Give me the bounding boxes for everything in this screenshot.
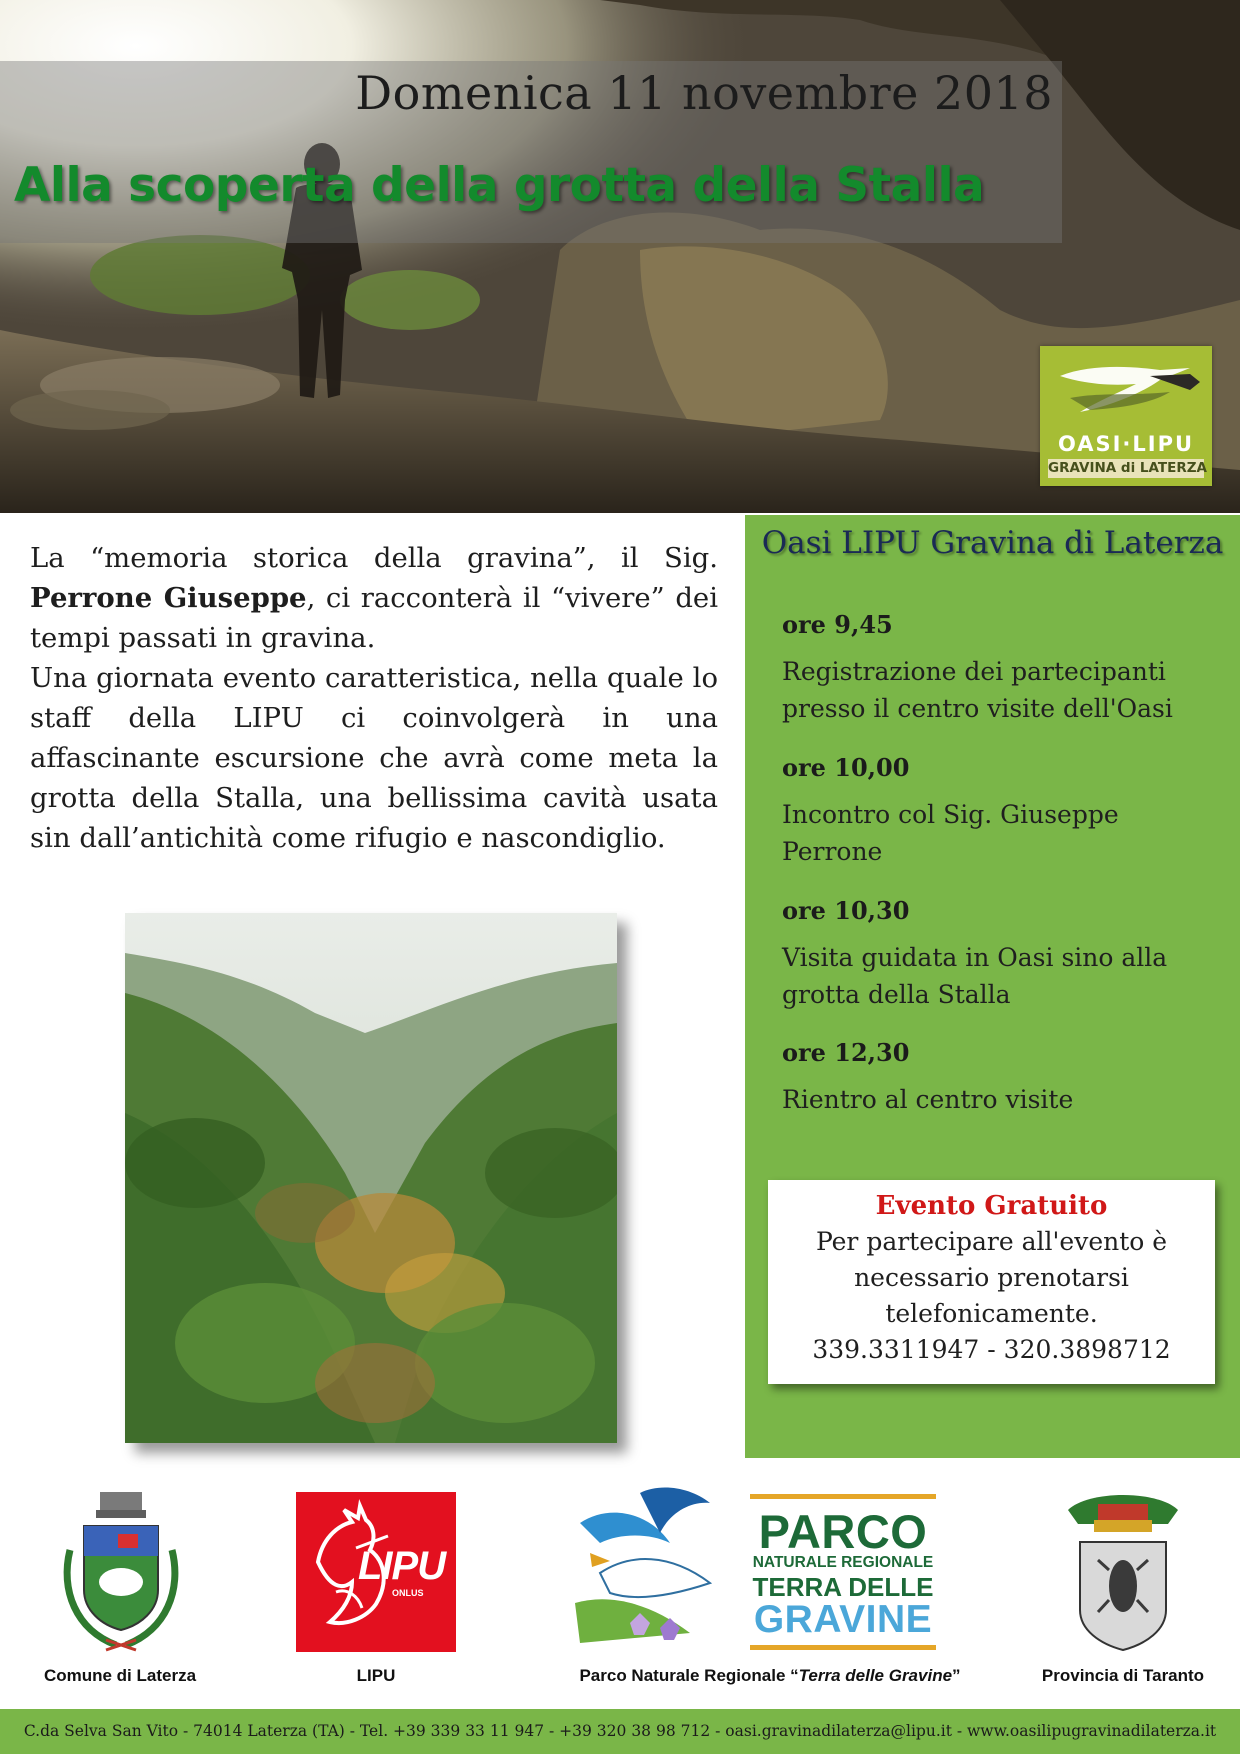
parco-logo: [748, 1494, 938, 1650]
parco-top-bar: [750, 1494, 936, 1499]
intro-paragraph-1: [30, 538, 718, 658]
schedule-desc-4: Rientro al centro visite: [782, 1085, 1074, 1114]
intro-p1-end: , ci racconterà il “vivere” dei tempi passati in gravina.: [30, 582, 718, 654]
phone-numbers: 339.3311947 - 320.3898712: [812, 1335, 1171, 1364]
parco-caption-italic: Terra delle Gravine: [798, 1666, 953, 1685]
oasi-lipu-logo: [1040, 346, 1212, 486]
provincia-taranto-crest-icon: [1058, 1490, 1188, 1655]
lipu-onlus: ONLUS: [392, 1588, 424, 1598]
parco-subtitle-1: NATURALE REGIONALE: [752, 1554, 934, 1571]
oasi-logo-title: OASI·LIPU: [1057, 432, 1195, 456]
parco-caption-end: ”: [952, 1666, 961, 1685]
schedule-title: Oasi LIPU Gravina di Laterza: [761, 525, 1224, 561]
intro-p1-start: La “memoria storica della gravina”, il Sig.: [30, 542, 718, 574]
schedule-desc-2: Incontro col Sig. Giuseppe Perrone: [782, 800, 1119, 866]
stork-icon: [1040, 346, 1212, 432]
parco-subtitle-2: TERRA DELLE: [752, 1572, 934, 1602]
free-event-headline: Evento Gratuito: [875, 1191, 1108, 1221]
guest-name: Perrone Giuseppe: [30, 582, 307, 614]
ravine-image: [125, 913, 617, 1443]
schedule-panel: [745, 515, 1240, 1458]
comune-laterza-crest-icon: [56, 1490, 186, 1655]
footer-bar: [0, 1709, 1240, 1754]
parco-caption: [540, 1666, 1000, 1686]
oasi-logo-subtitle: GRAVINA di LATERZA: [1048, 460, 1207, 476]
free-event-box: [768, 1180, 1215, 1384]
lipu-wordmark: LIPU: [358, 1544, 446, 1588]
schedule-time-2: ore 10,00: [782, 753, 910, 782]
intro-paragraph-2: Una giornata evento caratteristica, nella quale lo staff della LIPU ci coinvolgerà in una affascinante escursione che avrà come meta la grotta della Stalla, una bellissima cavità usata sin dall’antichità come rifugio e nascondiglio.: [30, 662, 718, 854]
contact-info: C.da Selva San Vito - 74014 Laterza (TA) - Tel. +39 339 33 11 947 - +39 320 38 98 712 - oasi.gravinadilaterza@lipu.it - www.oasilipugravinadilaterza.it: [23, 1722, 1217, 1740]
ravine-photo: [125, 913, 617, 1443]
schedule-time-3: ore 10,30: [782, 896, 910, 925]
hero-banner: [0, 0, 1240, 513]
intro-text: [30, 538, 718, 858]
booking-line-3: telefonicamente.: [885, 1299, 1098, 1328]
schedule-time-1: ore 9,45: [782, 610, 893, 639]
booking-line-2: necessario prenotarsi: [854, 1263, 1129, 1292]
parco-bottom-bar: [750, 1645, 936, 1650]
event-title: Alla scoperta della grotta della Stalla: [14, 158, 985, 213]
provincia-caption: Provincia di Taranto: [1041, 1666, 1205, 1685]
lipu-caption: LIPU: [356, 1666, 396, 1685]
lipu-logo: [296, 1492, 456, 1652]
parco-subtitle-3: GRAVINE: [753, 1598, 933, 1641]
comune-caption: Comune di Laterza: [43, 1666, 197, 1685]
schedule-desc-3: Visita guidata in Oasi sino alla grotta della Stalla: [782, 943, 1168, 1009]
parco-bird-emblem-icon: [570, 1483, 720, 1655]
schedule-desc-1: Registrazione dei partecipanti presso il centro visite dell'Oasi: [782, 657, 1173, 723]
parco-caption-start: Parco Naturale Regionale “: [579, 1666, 799, 1685]
schedule-time-4: ore 12,30: [782, 1038, 910, 1067]
event-date: Domenica 11 novembre 2018: [355, 66, 1053, 120]
booking-line-1: Per partecipare all'evento è: [815, 1227, 1168, 1256]
parco-wordmark: PARCO: [758, 1505, 928, 1558]
